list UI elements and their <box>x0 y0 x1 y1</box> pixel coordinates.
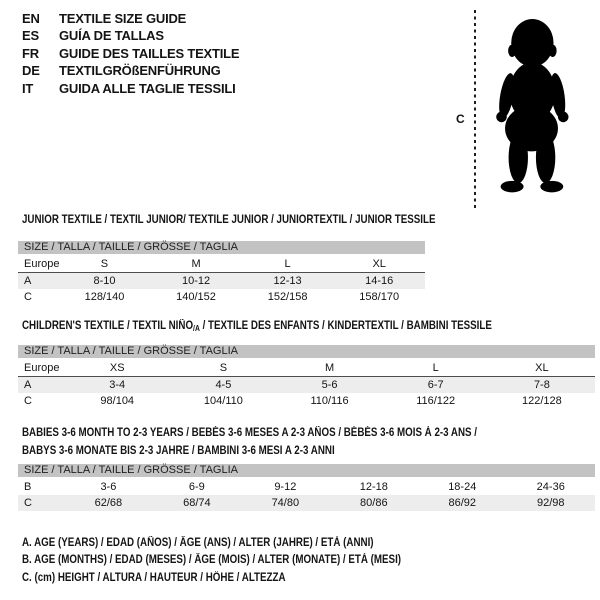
language-row-de <box>22 62 239 79</box>
legend-line-c <box>22 570 468 587</box>
language-label: GUIDE DES TAILLES TEXTILE <box>59 45 240 61</box>
size-cell: 74/80 <box>241 495 329 511</box>
babies-textile-title <box>22 424 557 460</box>
size-cell: 18-24 <box>448 481 477 493</box>
size-header-row <box>18 241 425 255</box>
size-cell: 14-16 <box>333 273 425 290</box>
row-label-cell: C <box>18 495 64 511</box>
size-cell: XS <box>64 359 170 377</box>
junior-textile-title-text: JUNIOR TEXTILE / TEXTIL JUNIOR/ TEXTILE JUNIOR / JUNIORTEXTIL / JUNIOR TESSILE <box>22 214 436 226</box>
size-cell: XL <box>333 255 425 273</box>
legend-line-b-text: B. AGE (MONTHS) / EDAD (MESES) / ÂGE (MOIS) / ALTER (MONATE) / ETÀ (MESI) <box>22 554 402 567</box>
table-row-europe <box>18 255 425 273</box>
row-label-cell: Europe <box>18 359 64 377</box>
language-row-es <box>22 27 239 44</box>
language-row-it <box>22 80 239 97</box>
size-header-bar: SIZE / TALLA / TAILLE / GRÖSSE / TAGLIA <box>18 464 595 478</box>
childrens-textile-title-text <box>22 320 492 333</box>
babies-title-line1 <box>22 424 557 442</box>
size-cell: 10-12 <box>150 273 242 290</box>
title-part-pre: CHILDREN'S TEXTILE / TEXTIL NIÑO <box>22 320 194 332</box>
size-cell: 152/158 <box>267 291 308 303</box>
size-header-bar: SIZE / TALLA / TAILLE / GRÖSSE / TAGLIA <box>18 345 595 359</box>
size-cell: 6-7 <box>383 377 489 394</box>
size-cell: 80/86 <box>330 495 418 511</box>
size-cell: 5-6 <box>276 377 382 394</box>
language-code: IT <box>22 80 34 96</box>
height-measure-figure <box>452 8 598 214</box>
language-label: GUÍA DE TALLAS <box>59 28 164 44</box>
junior-textile-title <box>22 214 508 226</box>
language-code: ES <box>22 28 39 44</box>
babies-title-line2 <box>22 442 557 460</box>
row-label-cell: A <box>18 377 64 394</box>
size-cell: 122/128 <box>522 395 562 407</box>
babies-title-line2-text: BABYS 3-6 MONATE BIS 2-3 JAHRE / BAMBINI 3-6 MESI A 2-3 ANNI <box>22 445 335 457</box>
language-code: FR <box>22 45 39 61</box>
childrens-textile-table <box>18 345 595 409</box>
size-cell: 104/110 <box>203 395 243 407</box>
language-code: EN <box>22 11 40 26</box>
size-cell: 98/104 <box>100 395 135 407</box>
legend-line-c-text: C. (cm) HEIGHT / ALTURA / HAUTEUR / HÖHE / ALTEZZA <box>22 571 286 584</box>
height-measure-dotted-line <box>474 10 476 209</box>
size-cell: M <box>276 359 382 377</box>
title-part-subscript: /A <box>193 324 200 333</box>
table-row-height <box>18 393 595 409</box>
table-row-height <box>18 495 595 511</box>
row-label-cell: C <box>24 395 32 407</box>
size-cell: M <box>150 255 242 273</box>
size-cell: 3-6 <box>100 481 117 493</box>
size-cell: 62/68 <box>64 495 152 511</box>
size-cell: 7-8 <box>489 377 595 394</box>
measure-legend <box>22 535 468 587</box>
language-label: GUIDA ALLE TAGLIE TESSILI <box>59 80 236 96</box>
row-label-cell: A <box>18 273 59 290</box>
size-cell: 140/152 <box>176 291 216 303</box>
babies-title-line1-text: BABIES 3-6 MONTH TO 2-3 YEARS / BEBÉS 3-6 MESES A 2-3 AÑOS / BÉBÉS 3-6 MOIS À 2-3 ANS / <box>22 427 478 439</box>
size-cell: 86/92 <box>418 495 506 511</box>
language-row-en <box>22 10 239 27</box>
size-cell: L <box>383 359 489 377</box>
size-cell: 110/116 <box>310 395 349 407</box>
size-cell: 158/170 <box>359 291 400 303</box>
size-cell: 12-13 <box>242 273 334 290</box>
baby-silhouette-icon <box>483 9 580 209</box>
size-header-row <box>18 464 595 478</box>
row-label-cell: B <box>24 481 32 493</box>
junior-textile-table <box>18 241 425 305</box>
size-cell: S <box>170 359 276 377</box>
legend-line-a-text: A. AGE (YEARS) / EDAD (AÑOS) / ÂGE (ANS) / ALTER (JAHRE) / ETÀ (ANNI) <box>22 537 374 549</box>
legend-line-a <box>22 535 468 552</box>
language-label: TEXTILGRÖßENFÜHRUNG <box>59 63 221 79</box>
size-cell: S <box>59 255 151 273</box>
language-title-list <box>22 10 239 97</box>
row-label-cell: Europe <box>18 255 59 273</box>
table-row-height <box>18 289 425 305</box>
language-label: TEXTILE SIZE GUIDE <box>59 11 187 26</box>
size-cell: XL <box>489 359 595 377</box>
size-cell: 24-36 <box>536 481 565 493</box>
language-code: DE <box>22 63 40 79</box>
table-row-europe <box>18 359 595 377</box>
size-cell: 12-18 <box>359 481 388 493</box>
legend-line-b <box>22 552 468 569</box>
size-cell: L <box>242 255 334 273</box>
size-header-bar: SIZE / TALLA / TAILLE / GRÖSSE / TAGLIA <box>18 241 425 255</box>
size-cell: 9-12 <box>274 481 297 493</box>
babies-textile-table <box>18 464 595 511</box>
height-measure-label: C <box>456 112 465 126</box>
size-cell: 128/140 <box>84 291 125 303</box>
size-cell: 116/122 <box>416 395 456 407</box>
title-part-post: / TEXTILE DES ENFANTS / KINDERTEXTIL / BAMBINI TESSILE <box>199 320 492 332</box>
size-cell: 68/74 <box>153 495 241 511</box>
row-label-cell: C <box>24 291 32 303</box>
size-cell: 4-5 <box>170 377 276 394</box>
size-header-row <box>18 345 595 359</box>
table-row-age <box>18 273 425 290</box>
size-cell: 8-10 <box>59 273 151 290</box>
language-row-fr <box>22 45 239 62</box>
table-row-months <box>18 478 595 495</box>
childrens-textile-title <box>22 320 575 333</box>
size-cell: 3-4 <box>64 377 170 394</box>
size-cell: 6-9 <box>188 481 205 493</box>
size-cell: 92/98 <box>507 495 596 511</box>
table-row-age <box>18 377 595 394</box>
